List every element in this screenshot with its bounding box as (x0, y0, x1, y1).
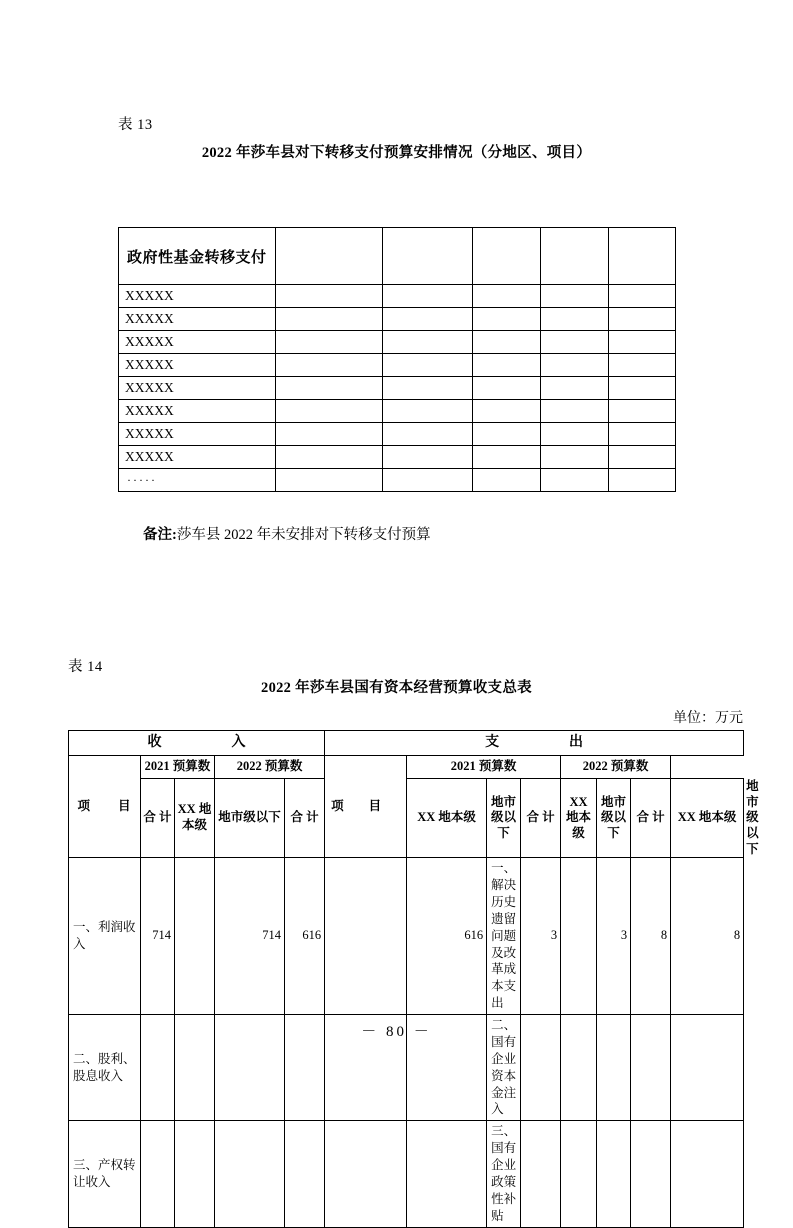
table14-label: 表 14 (68, 659, 103, 675)
table13-row-ellipsis: ····· (119, 469, 276, 492)
table13-cell (541, 377, 609, 400)
table14-expense-cell (597, 1121, 631, 1227)
table14-income-row-label: 二、股利、股息收入 (69, 1015, 141, 1121)
table13-cell (609, 308, 676, 331)
table14-income-cell (325, 858, 407, 1015)
table14-expense-cell: 8 (671, 858, 744, 1015)
table14-col-expense-2021-xx: XX 地本级 (561, 779, 597, 858)
table14-expense-row-label: 一、解决历史遗留问题及改革成本支出 (487, 858, 521, 1015)
table14-income-cell (325, 1121, 407, 1227)
table13-cell (383, 469, 473, 492)
table14-income-2022-group: 2022 预算数 (215, 756, 325, 779)
table14-income-cell: 616 (285, 858, 325, 1015)
table13-header-row (119, 228, 676, 285)
table13-row-label: XXXXX (119, 354, 276, 377)
table14-col-expense-2022-xx: XX 地本级 (671, 779, 744, 858)
table14-expense-cell: 3 (521, 858, 561, 1015)
table14-column-header-row: 合 计 XX 地本级 地市级以下 合 计 XX 地本级 地市级以下 合 计 XX 地本级 地市级以下 合 计 XX 地本级 地市级以下 (69, 779, 744, 858)
table13-cell (609, 354, 676, 377)
table13-cell (276, 285, 383, 308)
table-row (119, 400, 676, 423)
table14-band-row (69, 731, 744, 756)
table14-income-cell (175, 1121, 215, 1227)
table13-cell (609, 469, 676, 492)
table13-header-blank-2 (383, 228, 473, 285)
table13-cell (473, 400, 541, 423)
table13-title: 2022 年莎车县对下转移支付预算安排情况（分地区、项目） (201, 145, 592, 161)
table14-income-row-label: 一、利润收入 (69, 858, 141, 1015)
table13-cell (276, 377, 383, 400)
table14-expense-cell (671, 1121, 744, 1227)
table14-income-cell: 714 (141, 858, 175, 1015)
table14-col-income-2021-below: 地市级以下 (215, 779, 285, 858)
table13 (118, 227, 676, 492)
table13-cell (473, 354, 541, 377)
table14-income-cell: 616 (407, 858, 487, 1015)
table13-row-label: XXXXX (119, 446, 276, 469)
table14-col-income-2021-xx: XX 地本级 (175, 779, 215, 858)
table-row (119, 469, 676, 492)
table14-col-expense-2021-total: 合 计 (521, 779, 561, 858)
table13-cell (473, 285, 541, 308)
table14-expense-cell (631, 1121, 671, 1227)
table13-cell (383, 377, 473, 400)
table13-cell (609, 400, 676, 423)
table14-title: 2022 年莎车县国有资本经营预算收支总表 (261, 680, 532, 696)
table-row (119, 354, 676, 377)
table13-row-label: XXXXX (119, 423, 276, 446)
table13-cell (541, 331, 609, 354)
table13-cell (609, 377, 676, 400)
table13-cell (541, 446, 609, 469)
table14-expense-cell (561, 1121, 597, 1227)
table13-cell (473, 377, 541, 400)
table13-cell (473, 423, 541, 446)
table13-cell (473, 308, 541, 331)
table13-cell (473, 446, 541, 469)
table13-cell (609, 285, 676, 308)
table13-cell (473, 331, 541, 354)
table14 (68, 730, 759, 1228)
table13-cell (541, 285, 609, 308)
table-row (119, 446, 676, 469)
table14-unit: 单位：万元 (673, 711, 743, 726)
table14-expense-cell (561, 858, 597, 1015)
table13-row-label: XXXXX (119, 308, 276, 331)
table13-cell (383, 285, 473, 308)
table13-cell (383, 331, 473, 354)
table13-cell (383, 354, 473, 377)
table13-note (143, 523, 431, 544)
table13-row-label: XXXXX (119, 331, 276, 354)
table13-row-label: XXXXX (119, 285, 276, 308)
table13-header-blank-3 (473, 228, 541, 285)
table13-cell (383, 400, 473, 423)
table13-cell (541, 469, 609, 492)
table-row (119, 285, 676, 308)
table13-header-blank-4 (541, 228, 609, 285)
table14-income-cell (141, 1121, 175, 1227)
table13-note-label: 备注: (143, 527, 177, 543)
table14-col-income-2022-xx: XX 地本级 (407, 779, 487, 858)
table14-col-income-2022-total: 合 计 (285, 779, 325, 858)
table-row (119, 423, 676, 446)
table13-cell (276, 423, 383, 446)
table13-cell (276, 331, 383, 354)
table13-cell (276, 469, 383, 492)
table14-col-income-2022-below: 地市级以下 (487, 779, 521, 858)
table14-group-row (69, 756, 744, 779)
table14-col-income-2021-total: 合 计 (141, 779, 175, 858)
table-row (119, 331, 676, 354)
table13-cell (276, 354, 383, 377)
table13-row-label: XXXXX (119, 377, 276, 400)
table-row (69, 858, 744, 1015)
table14-income-item-header: 项 目 (69, 756, 141, 858)
table14-income-cell (285, 1121, 325, 1227)
table14-income-cell (215, 1121, 285, 1227)
table13-cell (473, 469, 541, 492)
table13-cell (276, 308, 383, 331)
table13-cell (276, 400, 383, 423)
table13-note-text: 莎车县 2022 年未安排对下转移支付预算 (176, 527, 431, 543)
table13-cell (383, 446, 473, 469)
table13-cell (609, 423, 676, 446)
table-row (119, 377, 676, 400)
table13-row-label: XXXXX (119, 400, 276, 423)
table13-header-blank-1 (276, 228, 383, 285)
table-row (119, 308, 676, 331)
table13-cell (541, 423, 609, 446)
table13-cell (609, 331, 676, 354)
table14-income-cell: 714 (215, 858, 285, 1015)
table14-expense-row-label: 二、国有企业资本金注入 (487, 1015, 521, 1121)
table14-expense-item-header: 项 目 (325, 756, 407, 858)
table14-income-2021-group: 2021 预算数 (141, 756, 215, 779)
table14-income-cell (175, 858, 215, 1015)
table14-income-cell (407, 1121, 487, 1227)
table14-expense-2021-group: 2021 预算数 (407, 756, 561, 779)
table14-expense-2022-group: 2022 预算数 (561, 756, 671, 779)
table14-band-income: 收 入 (69, 731, 325, 756)
table14-col-expense-2021-below: 地市级以下 (597, 779, 631, 858)
table13-cell (609, 446, 676, 469)
table14-expense-cell: 3 (597, 858, 631, 1015)
table13-cell (541, 354, 609, 377)
table13-header-blank-5 (609, 228, 676, 285)
table14-expense-cell: 8 (631, 858, 671, 1015)
table14-expense-cell (521, 1121, 561, 1227)
table13-cell (383, 308, 473, 331)
table14-band-expense: 支 出 (325, 731, 744, 756)
page-number: － 80 － (361, 1024, 432, 1040)
table13-cell (541, 400, 609, 423)
table13-header-cell: 政府性基金转移支付 (119, 228, 276, 285)
table14-income-row-label: 三、产权转让收入 (69, 1121, 141, 1227)
table13-cell (541, 308, 609, 331)
table13-label: 表 13 (118, 117, 153, 133)
table14-col-expense-2022-total: 合 计 (631, 779, 671, 858)
table13-cell (276, 446, 383, 469)
table14-expense-row-label: 三、国有企业政策性补贴 (487, 1121, 521, 1227)
table-row (69, 1121, 744, 1227)
table13-cell (383, 423, 473, 446)
